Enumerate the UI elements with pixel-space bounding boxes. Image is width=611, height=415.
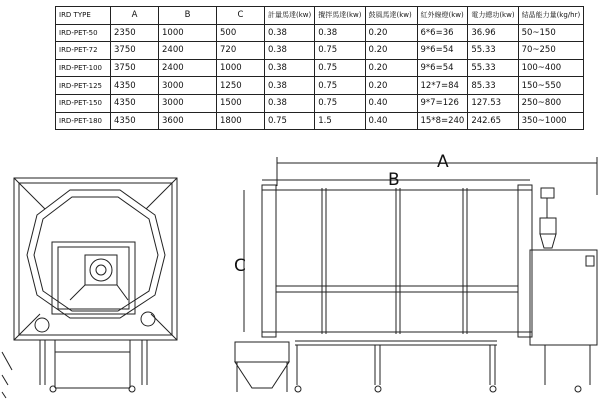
dim-a-label: A — [437, 152, 449, 172]
roller-left — [35, 318, 49, 332]
table-cell: 1000 — [159, 24, 217, 42]
table-row — [56, 94, 584, 112]
header-metering-motor: 計量馬達(kw) — [265, 7, 315, 25]
outlet-circle — [90, 259, 112, 281]
chute-line — [117, 285, 128, 300]
table-cell: 250~800 — [518, 94, 584, 112]
table-row — [56, 77, 584, 95]
table-cell: 9*6=54 — [417, 42, 468, 60]
table-cell: 100~400 — [518, 59, 584, 77]
outlet-hub — [96, 265, 106, 275]
table-cell: 242.65 — [468, 112, 518, 130]
cabinet-switch — [586, 256, 594, 266]
caster — [295, 386, 301, 392]
table-cell: 55.33 — [468, 59, 518, 77]
table-cell: 0.75 — [265, 112, 315, 130]
table-cell: 9*6=54 — [417, 59, 468, 77]
header-blower-motor: 鼓風馬達(kw) — [365, 7, 417, 25]
header-a: A — [111, 7, 159, 25]
control-cabinet — [530, 250, 597, 345]
table-row — [56, 59, 584, 77]
table-cell: 6*6=36 — [417, 24, 468, 42]
table-cell: 3000 — [159, 77, 217, 95]
table-cell: 2400 — [159, 42, 217, 60]
table-cell: 720 — [217, 42, 265, 60]
discharge-hopper-cone — [235, 362, 289, 388]
table-cell: 0.75 — [315, 94, 365, 112]
caster — [129, 386, 135, 392]
model-cell: IRD-PET-150 — [56, 94, 111, 112]
caster — [375, 386, 381, 392]
table-cell: 0.40 — [365, 112, 417, 130]
table-cell: 150~550 — [518, 77, 584, 95]
table-cell: 2400 — [159, 59, 217, 77]
table-row — [56, 112, 584, 130]
chute-line — [70, 285, 85, 300]
table-cell: 0.38 — [265, 59, 315, 77]
model-cell: IRD-PET-100 — [56, 59, 111, 77]
header-infrared-lamp: 紅外線燈(kw) — [417, 7, 468, 25]
model-cell: IRD-PET-50 — [56, 24, 111, 42]
table-cell: 70~250 — [518, 42, 584, 60]
header-capacity: 結晶能力量(kg/hr) — [518, 7, 584, 25]
table-cell: 0.75 — [315, 42, 365, 60]
table-cell: 15*8=240 — [417, 112, 468, 130]
end-view — [2, 178, 177, 398]
table-cell: 55.33 — [468, 42, 518, 60]
table-cell: 36.96 — [468, 24, 518, 42]
table-header-row — [56, 7, 584, 25]
table-cell: 0.38 — [315, 24, 365, 42]
table-cell: 50~150 — [518, 24, 584, 42]
table-cell: 500 — [217, 24, 265, 42]
machine-drawing — [0, 150, 611, 415]
table-cell: 3600 — [159, 112, 217, 130]
table-cell: 4350 — [111, 112, 159, 130]
model-cell: IRD-PET-72 — [56, 42, 111, 60]
table-row — [56, 24, 584, 42]
spec-table — [55, 6, 584, 130]
caster — [50, 386, 56, 392]
table-cell: 1500 — [217, 94, 265, 112]
table-body — [56, 24, 584, 130]
discharge-hopper-top — [235, 342, 289, 362]
feed-motor — [541, 188, 554, 198]
table-cell: 0.20 — [365, 42, 417, 60]
table-cell: 127.53 — [468, 94, 518, 112]
header-stirring-motor: 攪拌馬達(kw) — [315, 7, 365, 25]
table-cell: 1.5 — [315, 112, 365, 130]
table-cell: 4350 — [111, 94, 159, 112]
dim-b-label: B — [388, 170, 400, 190]
feed-valve — [540, 218, 556, 234]
table-cell: 0.38 — [265, 42, 315, 60]
feed-cone — [540, 234, 556, 248]
table-cell: 3750 — [111, 42, 159, 60]
table-cell: 0.38 — [265, 24, 315, 42]
table-cell: 0.20 — [365, 24, 417, 42]
table-cell: 0.75 — [315, 59, 365, 77]
table-cell: 0.38 — [265, 77, 315, 95]
side-view — [234, 152, 597, 392]
table-cell: 1000 — [217, 59, 265, 77]
drum-body — [262, 190, 532, 332]
table-cell: 0.20 — [365, 77, 417, 95]
table-cell: 3750 — [111, 59, 159, 77]
caster — [490, 386, 496, 392]
table-cell: 3000 — [159, 94, 217, 112]
table-cell: 85.33 — [468, 77, 518, 95]
drum-inner — [34, 197, 158, 311]
roller-right — [141, 312, 155, 326]
caster — [575, 386, 581, 392]
header-ird-type: IRD TYPE — [56, 7, 111, 25]
drum-outer — [27, 190, 165, 318]
partial-marks — [2, 352, 12, 398]
table-cell: 1250 — [217, 77, 265, 95]
table-cell: 0.40 — [365, 94, 417, 112]
table-cell: 0.38 — [265, 94, 315, 112]
corner-line — [14, 314, 40, 340]
model-cell: IRD-PET-180 — [56, 112, 111, 130]
header-b: B — [159, 7, 217, 25]
model-cell: IRD-PET-125 — [56, 77, 111, 95]
drum-end-left — [262, 185, 276, 337]
table-cell: 0.75 — [315, 77, 365, 95]
table-cell: 12*7=84 — [417, 77, 468, 95]
header-c: C — [217, 7, 265, 25]
table-row — [56, 42, 584, 60]
header-total-power: 電力總功(kw) — [468, 7, 518, 25]
table-cell: 4350 — [111, 77, 159, 95]
table-cell: 2350 — [111, 24, 159, 42]
dim-c-label: C — [234, 256, 246, 276]
table-cell: 350~1000 — [518, 112, 584, 130]
table-cell: 9*7=126 — [417, 94, 468, 112]
table-cell: 1800 — [217, 112, 265, 130]
table-cell: 0.20 — [365, 59, 417, 77]
